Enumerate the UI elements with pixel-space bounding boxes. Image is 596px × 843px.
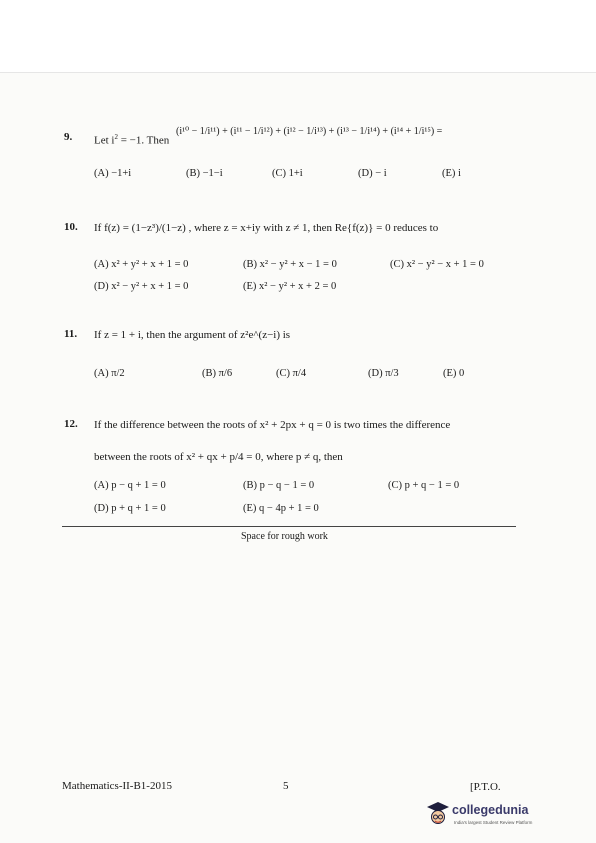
logo-wordmark: collegedunia xyxy=(452,803,529,817)
question-10-option-e: (E) x² − y² + x + 2 = 0 xyxy=(243,281,337,292)
graduate-icon xyxy=(426,800,450,830)
question-12-option-b: (B) p − q − 1 = 0 xyxy=(243,480,315,491)
question-11-number: 11. xyxy=(64,328,78,340)
question-12-number: 12. xyxy=(64,418,78,430)
question-10-number: 10. xyxy=(64,221,78,233)
question-9-option-b: (B) −1−i xyxy=(186,168,223,179)
question-11-option-e: (E) 0 xyxy=(443,368,465,379)
collegedunia-logo xyxy=(426,800,556,834)
question-10-option-b: (B) x² − y² + x − 1 = 0 xyxy=(243,259,337,270)
question-11-option-d: (D) π/3 xyxy=(368,368,399,379)
question-9-number: 9. xyxy=(64,131,73,143)
question-11-option-b: (B) π/6 xyxy=(202,368,233,379)
rough-work-divider xyxy=(62,526,516,527)
footer-page-number: 5 xyxy=(283,780,289,792)
question-11-option-c: (C) π/4 xyxy=(276,368,307,379)
question-10-option-d: (D) x² − y² + x + 1 = 0 xyxy=(94,281,189,292)
question-10-option-c: (C) x² − y² − x + 1 = 0 xyxy=(390,259,484,270)
question-9-text-b: = −1. Then xyxy=(117,134,170,147)
footer-pto: [P.T.O. xyxy=(470,781,501,793)
question-9-option-a: (A) −1+i xyxy=(94,168,132,179)
question-10-option-a: (A) x² + y² + x + 1 = 0 xyxy=(94,259,189,270)
question-12-option-e: (E) q − 4p + 1 = 0 xyxy=(243,503,319,514)
question-9-option-d: (D) − i xyxy=(358,168,387,179)
footer-paper-code: Mathematics-II-B1-2015 xyxy=(62,780,172,792)
question-9-option-c: (C) 1+i xyxy=(272,168,303,179)
question-12-line-2: between the roots of x² + qx + p/4 = 0, where p ≠ q, then xyxy=(94,451,343,463)
question-12-option-d: (D) p + q + 1 = 0 xyxy=(94,503,166,514)
question-9-stem: Let $i^2 = -1$. Then xyxy=(94,133,170,147)
question-9-text-a: Let i xyxy=(94,134,115,147)
question-10-stem: If f(z) = (1−z³)/(1−z) , where z = x+iy with z ≠ 1, then Re{f(z)} = 0 reduces to xyxy=(94,222,439,234)
logo-tagline: India's largest Student Review Platform xyxy=(454,820,533,825)
question-11-stem: If z = 1 + i, then the argument of z²e^(z−i) is xyxy=(94,329,291,341)
question-11-option-a: (A) π/2 xyxy=(94,368,125,379)
question-12-option-a: (A) p − q + 1 = 0 xyxy=(94,480,166,491)
question-12-option-c: (C) p + q − 1 = 0 xyxy=(388,480,460,491)
question-12-line-1: If the difference between the roots of x² + 2px + q = 0 is two times the difference xyxy=(94,419,451,431)
question-9-option-e: (E) i xyxy=(442,168,461,179)
rough-work-label: Space for rough work xyxy=(241,531,328,542)
question-9-expression: (i¹⁰ − 1/i¹¹) + (i¹¹ − 1/i¹²) + (i¹² − 1/i¹³) + (i¹³ − 1/i¹⁴) + (i¹⁴ + 1/i¹⁵) = xyxy=(176,126,443,137)
